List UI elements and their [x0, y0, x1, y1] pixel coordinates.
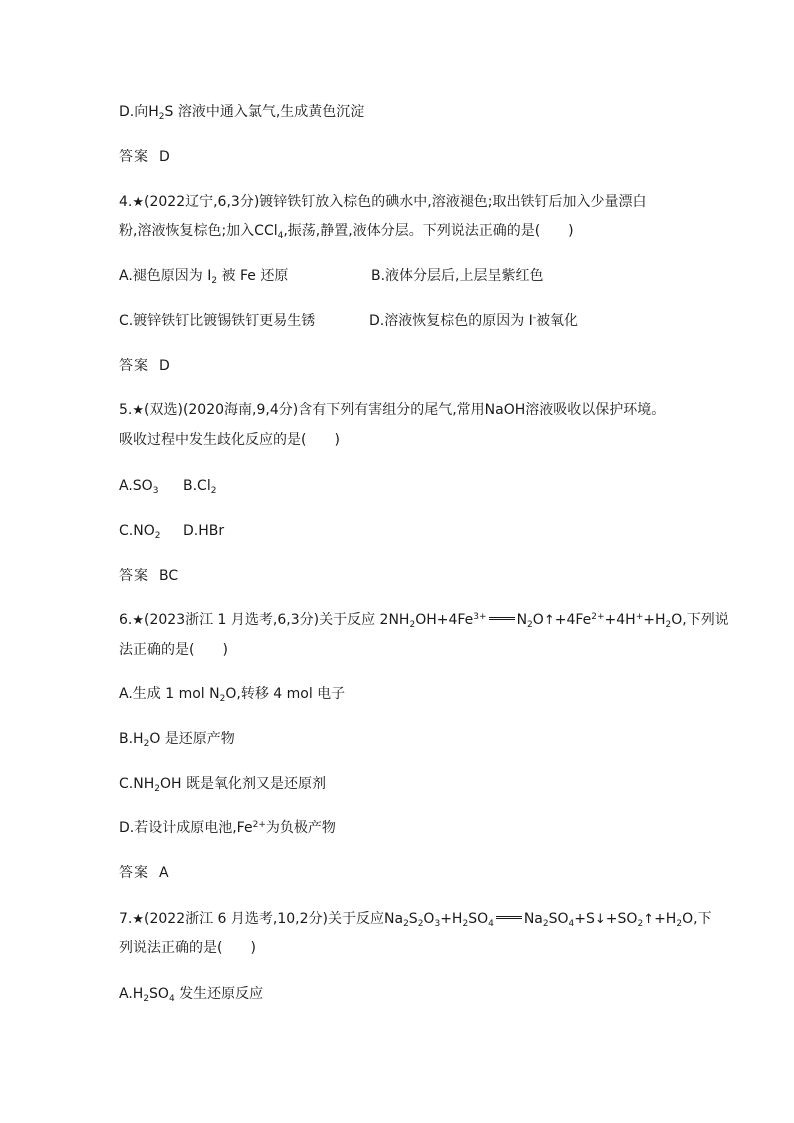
q6-option-b: [119, 729, 235, 749]
text-run: 2: [154, 784, 160, 794]
star-icon: ★: [132, 195, 145, 210]
text-run: (2022辽宁,6,3分)镀锌铁钉放入棕色的碘水中,溶液褪色;取出铁钉后加入少量漂白: [144, 194, 647, 210]
text-run: 2: [219, 694, 226, 704]
text-run: +: [635, 612, 644, 622]
text-run: O: [423, 911, 435, 927]
text-run: 2: [143, 739, 150, 749]
text-run: 3: [152, 486, 159, 496]
text-run: +SO: [605, 911, 638, 927]
text-run: +S: [574, 911, 595, 927]
star-icon: ★: [132, 613, 145, 628]
q6-answer: [119, 863, 169, 883]
q4-stem-line1: [119, 192, 646, 212]
text-run: 2: [676, 919, 683, 929]
text-run: 被氧化: [536, 313, 579, 329]
text-run: 2: [158, 112, 165, 122]
text-run: B.Cl: [183, 478, 211, 494]
text-run: O,下: [682, 911, 712, 927]
text-run: SO: [468, 911, 489, 927]
text-run: O 是还原产物: [149, 731, 235, 747]
text-run: 2: [211, 276, 218, 286]
text-run: O,转移 4 mol 电子: [225, 686, 346, 702]
text-run: SO: [149, 986, 169, 1002]
text-run: 粉,溶液恢复棕色;加入CCl: [119, 223, 278, 239]
text-run: 2: [403, 919, 409, 929]
text-run: 吸收过程中发生歧化反应的是( ): [119, 432, 340, 448]
text-run: 为负极产物: [265, 820, 336, 836]
text-run: S 溶液中通入氯气,生成黄色沉淀: [164, 104, 365, 120]
equals-sign-icon: [489, 617, 515, 620]
up-arrow-icon: ↑: [643, 912, 655, 927]
answer-value: D: [159, 358, 170, 374]
text-run: 4: [277, 231, 284, 241]
text-run: D.HBr: [183, 523, 225, 539]
text-run: 发生还原反应: [174, 986, 264, 1002]
text-run: 2: [210, 486, 217, 496]
q6-option-a: [119, 684, 345, 704]
answer-value: A: [159, 865, 169, 881]
q5-stem-line1: [119, 400, 665, 420]
text-run: 2: [154, 531, 161, 541]
answer-value: D: [159, 149, 170, 165]
q5-option-a: [119, 476, 158, 496]
star-icon: ★: [132, 912, 145, 927]
q5-option-d: [183, 521, 224, 541]
text-run: 2: [143, 994, 150, 1004]
text-run: A.H: [119, 986, 144, 1002]
text-run: D.若设计成原电池,Fe: [119, 820, 253, 836]
text-run: +H: [654, 911, 677, 927]
text-run: A.褪色原因为 I: [119, 268, 212, 284]
text-run: +H: [643, 612, 666, 628]
text-run: 3: [434, 919, 441, 929]
answer-value: BC: [159, 568, 179, 584]
q5-answer: [119, 566, 178, 586]
equals-sign-icon: [496, 916, 522, 919]
text-run: B.液体分层后,上层呈紫红色: [371, 268, 544, 284]
text-run: O,下列说: [671, 612, 729, 628]
q7-stem-line2: [119, 938, 256, 958]
text-run: 2: [542, 919, 549, 929]
text-run: +4Fe: [554, 612, 592, 628]
q3-answer: [119, 147, 170, 167]
text-run: 2: [637, 919, 644, 929]
text-run: Na: [523, 911, 543, 927]
text-run: (双选)(2020海南,9,4分)含有下列有害组分的尾气,常用NaOH溶液吸收以保护环境。: [144, 402, 666, 418]
text-run: 列说法正确的是( ): [119, 940, 256, 956]
q5-stem-line2: [119, 430, 340, 450]
text-run: C.NH: [119, 776, 155, 792]
answer-label: 答案: [119, 568, 149, 584]
text-run: C.NO: [119, 523, 155, 539]
text-run: 2: [527, 620, 533, 630]
text-run: N: [516, 612, 528, 628]
q7-option-a: [119, 984, 263, 1004]
text-run: 2: [417, 919, 424, 929]
text-run: D.溶液恢复棕色的原因为 I: [369, 313, 533, 329]
q5-option-b: [183, 476, 216, 496]
answer-label: 答案: [119, 865, 149, 881]
q4-option-b: [371, 266, 544, 286]
text-run: 2: [409, 620, 416, 630]
text-run: +H: [440, 911, 463, 927]
text-run: SO: [548, 911, 569, 927]
text-run: 4.: [119, 194, 133, 210]
q7-stem-line1: [119, 909, 712, 929]
answer-label: 答案: [119, 149, 149, 165]
q5-option-c: [119, 521, 160, 541]
text-run: ,振荡,静置,液体分层。下列说法正确的是( ): [283, 223, 574, 239]
q6-stem-line2: [119, 640, 228, 660]
q3-option-d: [119, 102, 364, 122]
text-run: (2023浙江 1 月选考,6,3分)关于反应 2NH: [144, 612, 410, 628]
text-run: 3+: [473, 612, 487, 622]
text-run: 4: [168, 994, 175, 1004]
q4-stem-line2: [119, 221, 574, 241]
text-run: O: [532, 612, 544, 628]
text-run: 被 Fe 还原: [217, 268, 289, 284]
text-run: 7.: [119, 911, 133, 927]
text-run: 4: [488, 919, 494, 929]
text-run: 4: [568, 919, 575, 929]
text-run: D.向H: [119, 104, 159, 120]
text-run: (2022浙江 6 月选考,10,2分)关于反应Na: [144, 911, 404, 927]
text-run: 6.: [119, 612, 133, 628]
text-run: 2+: [591, 612, 605, 622]
text-run: A.生成 1 mol N: [119, 686, 220, 702]
text-run: C.镀锌铁钉比镀锡铁钉更易生锈: [119, 313, 316, 329]
q4-option-d: [369, 311, 578, 331]
text-run: OH+4Fe: [415, 612, 474, 628]
text-run: -: [532, 313, 537, 323]
text-run: 2: [665, 620, 672, 630]
q4-option-a: [119, 266, 288, 286]
text-run: 2: [462, 919, 469, 929]
q6-stem-line1: [119, 610, 729, 630]
text-run: 5.: [119, 402, 133, 418]
text-run: B.H: [119, 731, 144, 747]
text-run: 法正确的是( ): [119, 642, 228, 658]
text-run: A.SO: [119, 478, 153, 494]
star-icon: ★: [132, 403, 145, 418]
text-run: +4H: [604, 612, 636, 628]
text-run: OH 既是氧化剂又是还原剂: [159, 776, 326, 792]
text-run: 2+: [252, 820, 266, 830]
down-arrow-icon: ↓: [594, 912, 606, 927]
q4-answer: [119, 356, 170, 376]
text-run: S: [408, 911, 418, 927]
up-arrow-icon: ↑: [543, 613, 555, 628]
q6-option-d: [119, 818, 336, 838]
q6-option-c: [119, 774, 326, 794]
q4-option-c: [119, 311, 315, 331]
answer-label: 答案: [119, 358, 149, 374]
